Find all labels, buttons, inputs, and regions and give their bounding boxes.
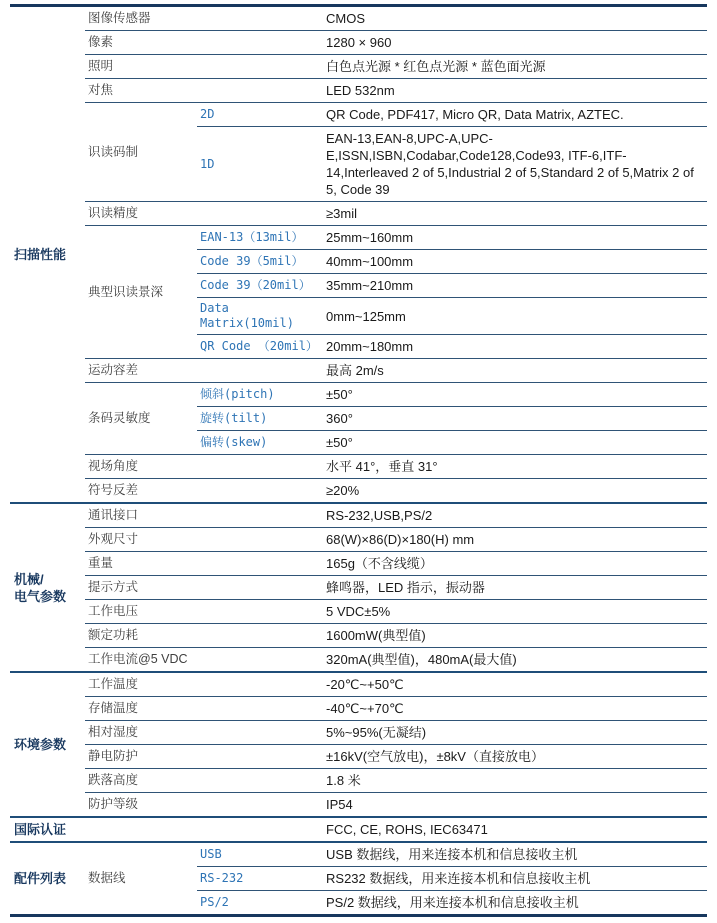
spec-value: 165g（不含线缆） [323, 552, 707, 576]
spec-value: LED 532nm [323, 79, 707, 103]
spec-label: 典型识读景深 [85, 226, 197, 359]
spec-label: 外观尺寸 [85, 528, 323, 552]
spec-sub-label: Code 39（20mil） [197, 274, 323, 298]
table-row [10, 697, 707, 721]
spec-sub-label: 1D [197, 127, 323, 202]
spec-value: 蜂鸣器，LED 指示，振动器 [323, 576, 707, 600]
spec-value: EAN-13,EAN-8,UPC-A,UPC-E,ISSN,ISBN,Codabar,Code128,Code93, ITF-6,ITF-14,Interleaved 2 of 5,Industrial 2 of 5,Standard 2 of 5,Matrix 2 of 5, Code 39 [323, 127, 707, 202]
spec-sub-label: 偏转(skew) [197, 431, 323, 455]
category-label: 扫描性能 [14, 247, 67, 262]
spec-label: 照明 [85, 55, 323, 79]
table-row [10, 226, 707, 250]
table-row [10, 103, 707, 127]
spec-value: CMOS [323, 6, 707, 31]
table-row [10, 359, 707, 383]
spec-label: 存储温度 [85, 697, 323, 721]
spec-value: USB 数据线，用来连接本机和信息接收主机 [323, 842, 707, 867]
spec-sub-label: EAN-13（13mil） [197, 226, 323, 250]
table-row [10, 383, 707, 407]
table-row [10, 648, 707, 673]
spec-value: -40℃~+70℃ [323, 697, 707, 721]
spec-value: 5%~95%(无凝结) [323, 721, 707, 745]
table-row [10, 79, 707, 103]
spec-value: 5 VDC±5% [323, 600, 707, 624]
spec-sub-label: RS-232 [197, 867, 323, 891]
table-row [10, 528, 707, 552]
category-scan-performance [10, 6, 85, 504]
spec-label: 工作电流@5 VDC [85, 648, 323, 673]
spec-value: 35mm~210mm [323, 274, 707, 298]
spec-value: ≥20% [323, 479, 707, 504]
table-row [10, 624, 707, 648]
category-mechanical-electrical [10, 503, 85, 672]
spec-sub-label: Data Matrix(10mil) [197, 298, 323, 335]
spec-label: 视场角度 [85, 455, 323, 479]
spec-value: 40mm~100mm [323, 250, 707, 274]
spec-label: 像素 [85, 31, 323, 55]
category-label: 国际认证 [14, 822, 67, 837]
spec-value: ±16kV(空气放电)，±8kV（直接放电） [323, 745, 707, 769]
spec-value: ±50° [323, 431, 707, 455]
spec-label: 静电防护 [85, 745, 323, 769]
spec-value: 1280 × 960 [323, 31, 707, 55]
spec-label [85, 817, 323, 842]
table-row [10, 503, 707, 528]
spec-label: 数据线 [85, 842, 197, 916]
spec-label: 相对湿度 [85, 721, 323, 745]
spec-label: 条码灵敏度 [85, 383, 197, 455]
table-row [10, 552, 707, 576]
spec-value: 1600mW(典型值) [323, 624, 707, 648]
table-row [10, 769, 707, 793]
table-row [10, 479, 707, 504]
table-row [10, 576, 707, 600]
spec-label: 对焦 [85, 79, 323, 103]
table-row [10, 817, 707, 842]
spec-label: 防护等级 [85, 793, 323, 818]
table-row [10, 455, 707, 479]
category-certification [10, 817, 85, 842]
spec-label: 重量 [85, 552, 323, 576]
spec-value: FCC, CE, ROHS, IEC63471 [323, 817, 707, 842]
table-row [10, 745, 707, 769]
table-row [10, 842, 707, 867]
category-label: 配件列表 [14, 871, 67, 886]
spec-sub-label: Code 39（5mil） [197, 250, 323, 274]
spec-value: 0mm~125mm [323, 298, 707, 335]
spec-label: 识读码制 [85, 103, 197, 202]
category-label: 机械/ [14, 571, 44, 587]
spec-value: 25mm~160mm [323, 226, 707, 250]
table-row [10, 6, 707, 31]
spec-sub-label: 旋转(tilt) [197, 407, 323, 431]
spec-value: -20℃~+50℃ [323, 672, 707, 697]
spec-label: 工作电压 [85, 600, 323, 624]
category-environment [10, 672, 85, 817]
category-accessories [10, 842, 85, 916]
spec-value: 320mA(典型值)，480mA(最大值) [323, 648, 707, 673]
spec-label: 跌落高度 [85, 769, 323, 793]
table-row [10, 55, 707, 79]
spec-value: 20mm~180mm [323, 335, 707, 359]
spec-value: ≥3mil [323, 202, 707, 226]
spec-label: 提示方式 [85, 576, 323, 600]
table-row [10, 672, 707, 697]
table-row [10, 793, 707, 818]
spec-value: 水平 41°，垂直 31° [323, 455, 707, 479]
spec-value: IP54 [323, 793, 707, 818]
spec-sub-label: PS/2 [197, 891, 323, 916]
spec-value: 最高 2m/s [323, 359, 707, 383]
spec-label: 工作温度 [85, 672, 323, 697]
spec-sub-label: 倾斜(pitch) [197, 383, 323, 407]
table-row [10, 202, 707, 226]
table-row [10, 31, 707, 55]
spec-value: RS232 数据线，用来连接本机和信息接收主机 [323, 867, 707, 891]
spec-sub-label: USB [197, 842, 323, 867]
spec-label: 符号反差 [85, 479, 323, 504]
table-row [10, 600, 707, 624]
category-label: 环境参数 [14, 737, 67, 752]
spec-value: 1.8 米 [323, 769, 707, 793]
spec-value: PS/2 数据线，用来连接本机和信息接收主机 [323, 891, 707, 916]
table-row [10, 721, 707, 745]
spec-value: QR Code, PDF417, Micro QR, Data Matrix, AZTEC. [323, 103, 707, 127]
spec-value: 360° [323, 407, 707, 431]
spec-value: RS-232,USB,PS/2 [323, 503, 707, 528]
spec-label: 识读精度 [85, 202, 323, 226]
spec-value: ±50° [323, 383, 707, 407]
spec-label: 额定功耗 [85, 624, 323, 648]
spec-value: 68(W)×86(D)×180(H) mm [323, 528, 707, 552]
spec-value: 白色点光源 * 红色点光源 * 蓝色面光源 [323, 55, 707, 79]
spec-sub-label: 2D [197, 103, 323, 127]
category-label: 电气参数 [14, 588, 67, 604]
spec-sub-label: QR Code （20mil） [197, 335, 323, 359]
spec-table [10, 4, 707, 917]
spec-label: 运动容差 [85, 359, 323, 383]
spec-label: 通讯接口 [85, 503, 323, 528]
spec-table-body [10, 6, 707, 916]
spec-label: 图像传感器 [85, 6, 323, 31]
